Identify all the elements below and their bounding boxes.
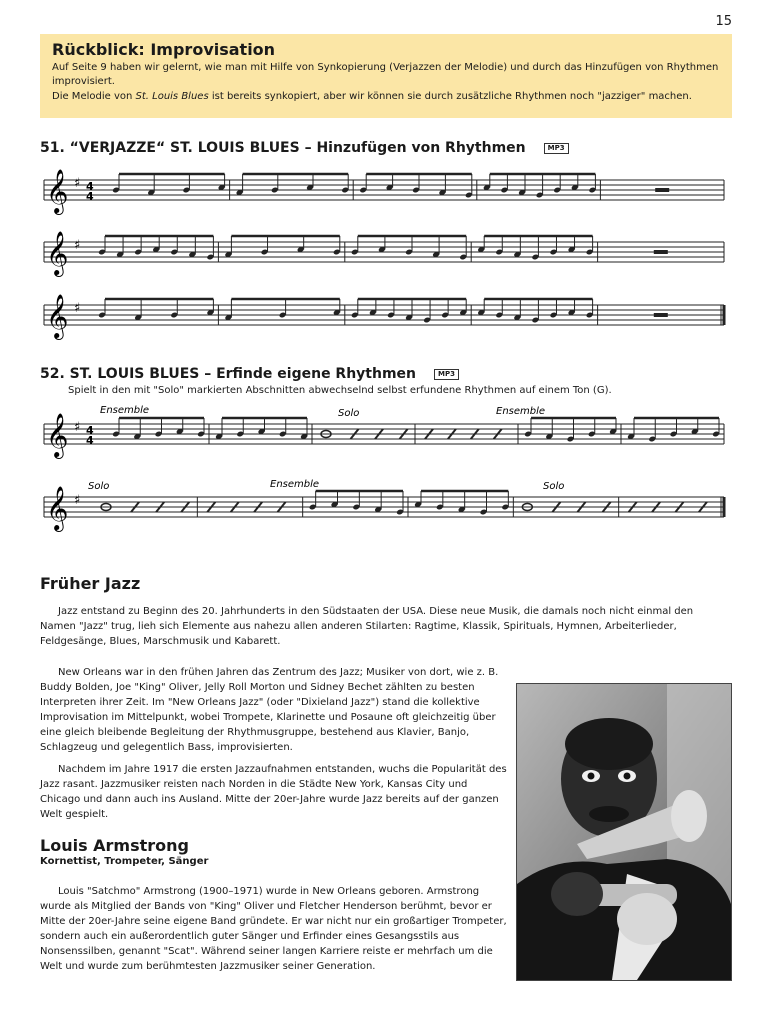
time-signature: 4 [86,180,94,193]
exercise-52-instructions: Spielt in den mit "Solo" markierten Abschnitten abwechselnd selbst erfundene Rhythmen auf einem Ton (G). [68,385,612,396]
review-box [40,34,732,118]
ensemble-label: Ensemble [100,405,150,416]
staff-system-1 [44,169,724,215]
ensemble-label: Ensemble [270,479,320,490]
treble-clef-icon: 𝄞 [46,231,69,275]
early-jazz-paragraph-1: Jazz entstand zu Beginn des 20. Jahrhunderts in den Südstaaten der USA. Diese neue Musik, die damals noch nicht einmal den Namen "Jazz" trug, lieh sich Elemente aus nahezu allen anderen Stilarten: Ragtime, Klassik, Spirituals, Hymnen, Arbeiterlieder, Feldgesänge, Blues, Marschmusik und Kabarett. [40,606,694,647]
key-signature-sharp: ♯ [74,301,81,316]
whole-rest [655,188,669,192]
time-signature: 4 [86,424,94,437]
solo-label: Solo [338,408,360,419]
treble-clef-icon: 𝄞 [46,486,69,530]
whole-rest [654,250,668,254]
early-jazz-paragraph-2: New Orleans war in den frühen Jahren das Zentrum des Jazz; Musiker von dort, wie z. B. Buddy Bolden, Joe "King" Oliver, Jelly Roll Morton und Sidney Bechet zählten zu besten Interpreten ihrer Zeit. Im "New Orleans Jazz" (oder "Dixieland Jazz") stand die kollektive Improvisation im Mittelpunkt, wobei Trompete, Klarinette und Posaune oft gleichzeitig über eine gleich bleibende Begleitung der Rhythmusgruppe, bestehend aus Klavier, Banjo, Schlagzeug und gelegentlich Bass, improvisierten. [40,667,499,753]
key-signature-sharp: ♯ [74,493,81,508]
ensemble-label: Ensemble [496,406,546,417]
early-jazz-title: Früher Jazz [40,574,141,593]
staff-system-5 [44,486,724,532]
mp3-badge: MP3 [434,369,459,380]
review-text-2: Die Melodie von St. Louis Blues ist bereits synkopiert, aber wir können sie durch zusätzliche Rhythmen noch "jazziger" machen. [52,91,692,102]
mp3-badge: MP3 [544,143,569,154]
early-jazz-paragraph-3: Nachdem im Jahre 1917 die ersten Jazzaufnahmen entstanden, wuchs die Popularität des Jazz rasant. Jazzmusiker reisten nach Norden in die Städte New York, Kansas City und Chicago und dann auch ins Ausland. Mitte der 20er-Jahre wurde Jazz bereits auf der ganzen Welt gespielt. [40,764,507,820]
armstrong-paragraph: Louis "Satchmo" Armstrong (1900–1971) wurde in New Orleans geboren. Armstrong wurde als Mitglied der Bands von "King" Oliver und Fletcher Henderson berühmt, bevor er Mitte der 20er-Jahre seine eigene Band gründete. Er war nicht nur ein großartiger Trompeter, sondern auch ein außerordentlich guter Sänger und Erfinder eines Gesangsstils aus Nonsenssilben, genannt "Scat". Während seiner langen Karriere reiste er mehrfach um die Welt und wurde zum berühmtesten Jazzmusiker seiner Generation. [40,886,507,972]
armstrong-photo [516,683,732,981]
time-signature: 4 [86,434,94,447]
page-number: 15 [715,14,732,29]
treble-clef-icon: 𝄞 [46,413,69,457]
armstrong-subtitle: Kornettist, Trompeter, Sänger [40,856,209,867]
staff-system-2 [44,231,724,277]
review-text-1: Auf Seite 9 haben wir gelernt, wie man mit Hilfe von Synkopierung (Verjazzen der Melodie) und durch das Hinzufügen von Rhythmen improvisiert. [52,62,719,87]
solo-label: Solo [88,481,110,492]
portrait-illustration [517,684,731,980]
key-signature-sharp: ♯ [74,238,81,253]
solo-label: Solo [543,481,565,492]
whole-rest [654,313,668,317]
key-signature-sharp: ♯ [74,420,81,435]
treble-clef-icon: 𝄞 [46,294,69,338]
exercise-51-notation [0,160,772,345]
exercise-52-notation [0,398,772,538]
staff-system-4 [44,413,724,459]
review-song-title: St. Louis Blues [135,91,209,102]
exercise-52-title: 52. ST. LOUIS BLUES – Erfinde eigene Rhythmen MP3 [40,366,459,382]
treble-clef-icon: 𝄞 [46,169,69,213]
key-signature-sharp: ♯ [74,176,81,191]
exercise-51-title: 51. “VERJAZZE“ ST. LOUIS BLUES – Hinzufügen von Rhythmen MP3 [40,140,569,156]
staff-system-3 [44,294,724,340]
review-title: Rückblick: Improvisation [52,40,276,59]
armstrong-title: Louis Armstrong [40,836,189,855]
time-signature: 4 [86,190,94,203]
